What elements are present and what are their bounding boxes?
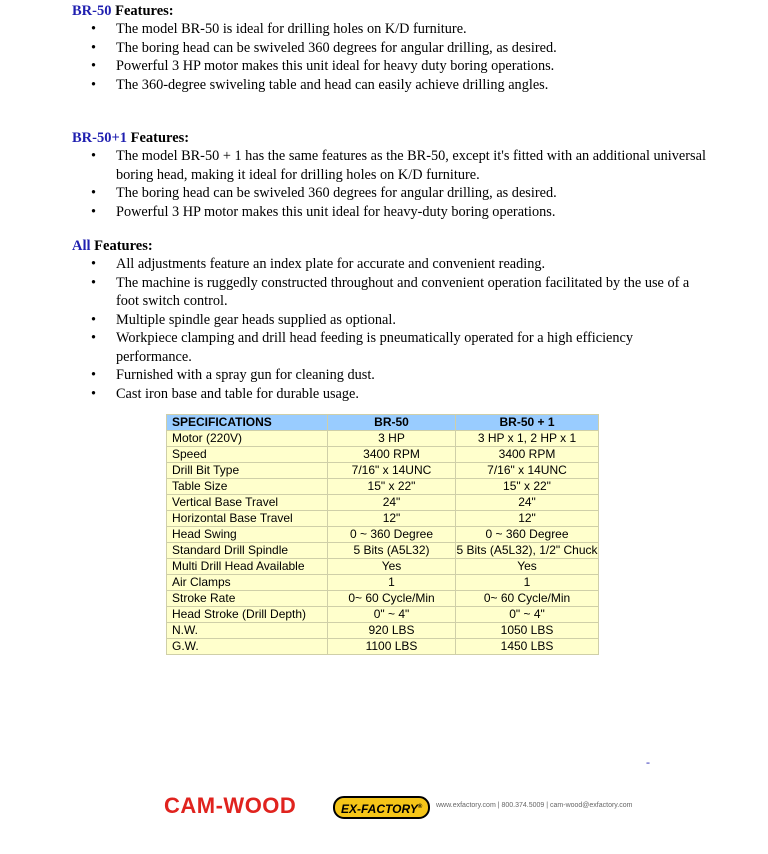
- header-specifications: SPECIFICATIONS: [167, 415, 328, 431]
- table-row: [167, 607, 599, 623]
- specifications-table: [166, 414, 599, 655]
- table-cell: Yes: [456, 559, 599, 575]
- feature-text: The model BR-50 + 1 has the same features as the BR-50, except it's fitted with an additional universal boring head, making it ideal for drilling holes on K/D furniture.: [116, 148, 706, 183]
- section-all: [72, 237, 712, 403]
- bullet-icon: •: [91, 76, 97, 93]
- table-cell: 24": [456, 495, 599, 511]
- table-cell: 920 LBS: [328, 623, 456, 639]
- table-cell: 15" x 22": [456, 479, 599, 495]
- feature-text: Powerful 3 HP motor makes this unit ideal for heavy-duty boring operations.: [116, 203, 556, 220]
- table-cell: 1450 LBS: [456, 639, 599, 655]
- bullet-icon: •: [91, 385, 97, 402]
- feature-item: [72, 184, 712, 203]
- bullet-icon: •: [91, 39, 97, 56]
- table-row: [167, 479, 599, 495]
- section-br50: [72, 2, 712, 94]
- table-cell: 0~ 60 Cycle/Min: [328, 591, 456, 607]
- bullet-icon: •: [91, 367, 97, 383]
- table-cell: 5 Bits (A5L32), 1/2" Chuck: [456, 543, 598, 557]
- feature-text: Powerful 3 HP motor makes this unit ideal for heavy duty boring operations.: [116, 58, 555, 74]
- bullet-icon: •: [91, 256, 97, 272]
- section-br50-plus-1: [72, 129, 712, 221]
- table-cell: Drill Bit Type: [167, 463, 328, 479]
- feature-item: [72, 57, 712, 76]
- table-cell: Standard Drill Spindle: [167, 543, 328, 559]
- feature-item: [72, 76, 712, 95]
- feature-item: [72, 366, 712, 385]
- feature-text: The boring head can be swiveled 360 degrees for angular drilling, as desired.: [116, 185, 557, 201]
- table-cell: Yes: [328, 559, 456, 575]
- table-row: [167, 623, 599, 639]
- header-br50: BR-50: [328, 415, 456, 431]
- table-cell: Multi Drill Head Available: [167, 559, 328, 575]
- table-cell: 12": [328, 511, 456, 527]
- contact-info: www.exfactory.com | 800.374.5009 | cam-wood@exfactory.com: [436, 802, 633, 809]
- feature-item: [72, 203, 712, 222]
- bullet-icon: •: [91, 148, 97, 164]
- section-model: BR-50: [72, 3, 112, 19]
- table-cell: 7/16" x 14UNC: [328, 463, 456, 479]
- feature-item: [72, 311, 712, 330]
- table-cell: 0~ 60 Cycle/Min: [456, 591, 599, 607]
- table-cell: Air Clamps: [167, 575, 328, 591]
- table-row: [167, 447, 599, 463]
- feature-text: Multiple spindle gear heads supplied as optional.: [116, 311, 396, 328]
- table-cell: 1050 LBS: [456, 623, 599, 639]
- feature-list: [72, 255, 712, 403]
- feature-item: [72, 329, 712, 366]
- table-cell: 0 ~ 360 Degree: [456, 527, 599, 543]
- camwood-logo: CAM-WOOD: [164, 793, 297, 818]
- section-model: All: [72, 238, 91, 254]
- table-cell: 15" x 22": [328, 479, 456, 495]
- bullet-icon: •: [91, 311, 97, 328]
- table-row: [167, 431, 599, 447]
- table-row: [167, 511, 599, 527]
- table-cell: 5 Bits (A5L32): [328, 543, 456, 559]
- table-cell: 7/16" x 14UNC: [456, 463, 599, 479]
- feature-item: [72, 147, 712, 184]
- page-marker: -: [646, 755, 650, 769]
- table-cell: 24": [328, 495, 456, 511]
- exfactory-logo: EX-FACTORY®: [333, 796, 430, 819]
- table-cell: 12": [456, 511, 599, 527]
- table-cell: 0 ~ 360 Degree: [328, 527, 456, 543]
- feature-item: [72, 39, 712, 58]
- feature-item: [72, 255, 712, 274]
- feature-item: [72, 385, 712, 404]
- table-cell: Motor (220V): [167, 431, 328, 447]
- bullet-icon: •: [91, 185, 97, 201]
- table-cell: 3400 RPM: [328, 447, 456, 463]
- feature-text: Cast iron base and table for durable usage.: [116, 385, 359, 402]
- section-model: BR-50+1: [72, 130, 127, 146]
- table-cell: 1100 LBS: [328, 639, 456, 655]
- table-cell: 3 HP: [328, 431, 456, 447]
- bullet-icon: •: [91, 330, 97, 346]
- feature-text: All adjustments feature an index plate for accurate and convenient reading.: [116, 256, 546, 272]
- table-row: [167, 495, 599, 511]
- feature-item: [72, 274, 712, 311]
- table-cell: Vertical Base Travel: [167, 495, 328, 511]
- table-row: [167, 463, 599, 479]
- table-cell: 3 HP x 1, 2 HP x 1: [456, 431, 599, 447]
- feature-text: The machine is ruggedly constructed throughout and convenient operation facilitated by the use of a foot switch control.: [116, 274, 690, 309]
- table-row: [167, 591, 599, 607]
- table-row: [167, 639, 599, 655]
- table-cell: 0" ~ 4": [328, 607, 456, 623]
- table-cell: 1: [456, 575, 599, 591]
- table-cell: Horizontal Base Travel: [167, 511, 328, 527]
- table-header-row: [167, 415, 599, 431]
- table-row: [167, 527, 599, 543]
- table-row: [167, 543, 599, 559]
- section-heading: BR-50+1 Features:: [72, 130, 190, 146]
- table-cell: Table Size: [167, 479, 328, 495]
- bullet-icon: •: [91, 274, 97, 291]
- table-cell: N.W.: [167, 623, 328, 639]
- feature-text: Workpiece clamping and drill head feeding is pneumatically operated for a high efficiency performance.: [116, 330, 634, 365]
- feature-text: Furnished with a spray gun for cleaning dust.: [116, 367, 375, 383]
- feature-text: The model BR-50 is ideal for drilling holes on K/D furniture.: [116, 21, 467, 37]
- table-cell: 0" ~ 4": [456, 607, 599, 623]
- table-cell: Head Stroke (Drill Depth): [167, 607, 328, 623]
- header-br50-plus-1: BR-50 + 1: [456, 415, 599, 431]
- feature-item: [72, 20, 712, 39]
- table-cell: Speed: [167, 447, 328, 463]
- feature-list: [72, 147, 712, 221]
- bullet-icon: •: [91, 203, 97, 220]
- table-cell: 3400 RPM: [456, 447, 599, 463]
- table-cell: G.W.: [167, 639, 328, 655]
- table-cell: Stroke Rate: [167, 591, 328, 607]
- section-heading: All Features:: [72, 238, 153, 254]
- table-cell: Head Swing: [167, 527, 328, 543]
- table-cell: 1: [328, 575, 456, 591]
- bullet-icon: •: [91, 58, 97, 74]
- table-row: [167, 559, 599, 575]
- section-heading: BR-50 Features:: [72, 3, 174, 19]
- footer: [0, 793, 768, 823]
- feature-text: The 360-degree swiveling table and head can easily achieve drilling angles.: [116, 76, 549, 93]
- feature-list: [72, 20, 712, 94]
- bullet-icon: •: [91, 21, 97, 37]
- feature-text: The boring head can be swiveled 360 degrees for angular drilling, as desired.: [116, 39, 557, 56]
- table-row: [167, 575, 599, 591]
